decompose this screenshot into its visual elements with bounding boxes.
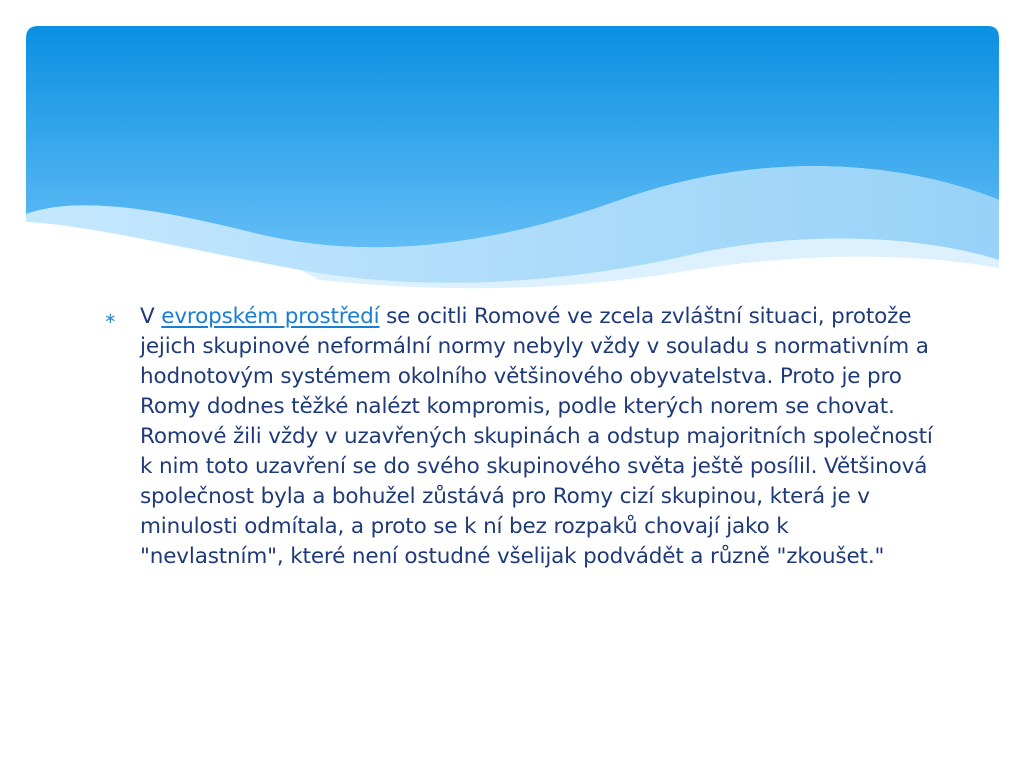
body-paragraph bbox=[140, 302, 934, 572]
paragraph-lead: V bbox=[140, 304, 162, 329]
evropske-prostredi-link[interactable]: evropském prostředí bbox=[161, 304, 380, 329]
list-item bbox=[104, 302, 934, 572]
paragraph-body: se ocitli Romové ve zcela zvláštní situaci, protože jejich skupinové neformální normy nebyly vždy v souladu s normativním a hodnotovým systémem okolního většinového obyvatelstva. Proto je pro Romy dodnes těžké nalézt kompromis, podle kterých norem se chovat. Romové žili vždy v uzavřených skupinách a odstup majoritních společností k nim toto uzavření se do svého skupinového světa ještě posílil. Většinová společnost byla a bohužel zůstává pro Romy cizí skupinou, která je v minulosti odmítala, a proto se k ní bez rozpaků chovají jako k "nevlastním", které není ostudné všelijak podvádět a různě "zkoušet." bbox=[140, 304, 933, 569]
asterisk-bullet-icon: ∗ bbox=[104, 309, 117, 327]
content-area bbox=[104, 302, 934, 572]
wave-header-banner bbox=[0, 0, 1024, 300]
